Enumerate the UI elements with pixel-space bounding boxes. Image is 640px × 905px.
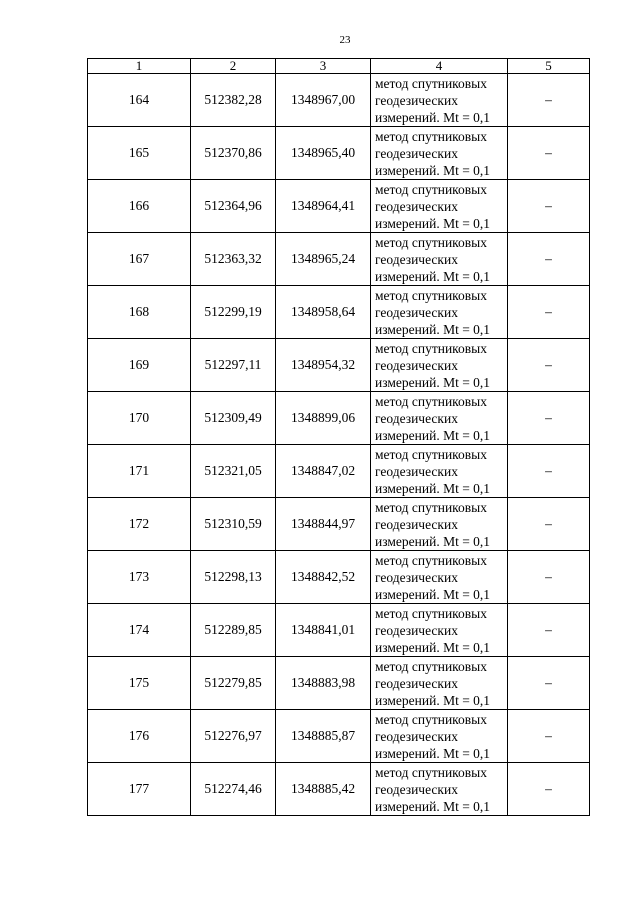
method-cell	[371, 445, 508, 498]
method-text-line: измерений. Mt = 0,1	[375, 692, 491, 708]
point-number-cell: 167	[88, 233, 191, 286]
x-coordinate-cell: 512309,49	[191, 392, 276, 445]
method-text-line: геодезических	[375, 463, 458, 479]
point-number-cell: 171	[88, 445, 191, 498]
note-cell: –	[508, 74, 590, 127]
y-coordinate-cell: 1348842,52	[276, 551, 371, 604]
y-coordinate-cell: 1348885,42	[276, 763, 371, 816]
table-body	[88, 74, 590, 816]
method-text-line: геодезических	[375, 516, 458, 532]
note-cell: –	[508, 392, 590, 445]
method-cell	[371, 657, 508, 710]
y-coordinate-cell: 1348885,87	[276, 710, 371, 763]
method-cell	[371, 74, 508, 127]
method-text-line: измерений. Mt = 0,1	[375, 745, 491, 761]
x-coordinate-cell: 512321,05	[191, 445, 276, 498]
x-coordinate-cell: 512363,32	[191, 233, 276, 286]
x-coordinate-cell: 512310,59	[191, 498, 276, 551]
point-number-cell: 173	[88, 551, 191, 604]
x-coordinate-cell: 512298,13	[191, 551, 276, 604]
table-row	[88, 763, 590, 816]
method-cell	[371, 551, 508, 604]
y-coordinate-cell: 1348967,00	[276, 74, 371, 127]
x-coordinate-cell: 512382,28	[191, 74, 276, 127]
method-text-line: измерений. Mt = 0,1	[375, 109, 491, 125]
method-cell	[371, 180, 508, 233]
y-coordinate-cell: 1348965,40	[276, 127, 371, 180]
method-cell	[371, 710, 508, 763]
method-text-line: метод спутниковых	[375, 393, 487, 409]
point-number-cell: 164	[88, 74, 191, 127]
method-text-line: геодезических	[375, 569, 458, 585]
x-coordinate-cell: 512289,85	[191, 604, 276, 657]
note-cell: –	[508, 286, 590, 339]
method-text-line: метод спутниковых	[375, 181, 487, 197]
header-col-1: 1	[88, 59, 191, 74]
table-row	[88, 498, 590, 551]
table-row	[88, 551, 590, 604]
method-text-line: геодезических	[375, 357, 458, 373]
point-number-cell: 175	[88, 657, 191, 710]
table-row	[88, 392, 590, 445]
method-text-line: метод спутниковых	[375, 340, 487, 356]
method-text-line: геодезических	[375, 622, 458, 638]
point-number-cell: 169	[88, 339, 191, 392]
y-coordinate-cell: 1348965,24	[276, 233, 371, 286]
method-text-line: измерений. Mt = 0,1	[375, 480, 491, 496]
y-coordinate-cell: 1348958,64	[276, 286, 371, 339]
table-header	[88, 59, 590, 74]
note-cell: –	[508, 498, 590, 551]
note-cell: –	[508, 657, 590, 710]
point-number-cell: 168	[88, 286, 191, 339]
note-cell: –	[508, 127, 590, 180]
method-text-line: измерений. Mt = 0,1	[375, 427, 491, 443]
table-row	[88, 604, 590, 657]
point-number-cell: 165	[88, 127, 191, 180]
y-coordinate-cell: 1348954,32	[276, 339, 371, 392]
method-text-line: метод спутниковых	[375, 764, 487, 780]
note-cell: –	[508, 604, 590, 657]
method-text-line: геодезических	[375, 251, 458, 267]
note-cell: –	[508, 551, 590, 604]
header-row	[88, 59, 590, 74]
y-coordinate-cell: 1348899,06	[276, 392, 371, 445]
method-cell	[371, 339, 508, 392]
method-text-line: метод спутниковых	[375, 287, 487, 303]
method-text-line: метод спутниковых	[375, 552, 487, 568]
x-coordinate-cell: 512276,97	[191, 710, 276, 763]
method-cell	[371, 392, 508, 445]
table-row	[88, 339, 590, 392]
point-number-cell: 177	[88, 763, 191, 816]
method-text-line: метод спутниковых	[375, 128, 487, 144]
method-text-line: измерений. Mt = 0,1	[375, 162, 491, 178]
method-cell	[371, 233, 508, 286]
table-row	[88, 180, 590, 233]
method-text-line: измерений. Mt = 0,1	[375, 586, 491, 602]
method-text-line: измерений. Mt = 0,1	[375, 268, 491, 284]
note-cell: –	[508, 445, 590, 498]
note-cell: –	[508, 339, 590, 392]
method-cell	[371, 763, 508, 816]
header-col-3: 3	[276, 59, 371, 74]
method-text-line: геодезических	[375, 728, 458, 744]
method-text-line: геодезических	[375, 92, 458, 108]
x-coordinate-cell: 512274,46	[191, 763, 276, 816]
table-row	[88, 657, 590, 710]
coordinates-table	[87, 58, 590, 816]
method-text-line: геодезических	[375, 675, 458, 691]
method-text-line: измерений. Mt = 0,1	[375, 533, 491, 549]
method-cell	[371, 127, 508, 180]
page-number: 23	[339, 34, 351, 46]
table-row	[88, 233, 590, 286]
y-coordinate-cell: 1348964,41	[276, 180, 371, 233]
point-number-cell: 166	[88, 180, 191, 233]
header-col-5: 5	[508, 59, 590, 74]
y-coordinate-cell: 1348844,97	[276, 498, 371, 551]
x-coordinate-cell: 512297,11	[191, 339, 276, 392]
method-text-line: геодезических	[375, 198, 458, 214]
method-cell	[371, 286, 508, 339]
method-text-line: геодезических	[375, 304, 458, 320]
method-text-line: метод спутниковых	[375, 605, 487, 621]
method-cell	[371, 498, 508, 551]
method-text-line: измерений. Mt = 0,1	[375, 639, 491, 655]
table-row	[88, 445, 590, 498]
y-coordinate-cell: 1348847,02	[276, 445, 371, 498]
note-cell: –	[508, 233, 590, 286]
method-text-line: геодезических	[375, 145, 458, 161]
point-number-cell: 176	[88, 710, 191, 763]
table-row	[88, 127, 590, 180]
method-text-line: метод спутниковых	[375, 499, 487, 515]
method-text-line: метод спутниковых	[375, 711, 487, 727]
point-number-cell: 174	[88, 604, 191, 657]
note-cell: –	[508, 763, 590, 816]
method-text-line: метод спутниковых	[375, 658, 487, 674]
table-row	[88, 74, 590, 127]
note-cell: –	[508, 180, 590, 233]
point-number-cell: 170	[88, 392, 191, 445]
table-row	[88, 286, 590, 339]
note-cell: –	[508, 710, 590, 763]
method-text-line: геодезических	[375, 781, 458, 797]
method-cell	[371, 604, 508, 657]
x-coordinate-cell: 512364,96	[191, 180, 276, 233]
method-text-line: измерений. Mt = 0,1	[375, 374, 491, 390]
header-col-4: 4	[371, 59, 508, 74]
point-number-cell: 172	[88, 498, 191, 551]
method-text-line: метод спутниковых	[375, 446, 487, 462]
method-text-line: метод спутниковых	[375, 75, 487, 91]
method-text-line: измерений. Mt = 0,1	[375, 798, 491, 814]
y-coordinate-cell: 1348883,98	[276, 657, 371, 710]
header-col-2: 2	[191, 59, 276, 74]
x-coordinate-cell: 512299,19	[191, 286, 276, 339]
y-coordinate-cell: 1348841,01	[276, 604, 371, 657]
method-text-line: измерений. Mt = 0,1	[375, 215, 491, 231]
method-text-line: геодезических	[375, 410, 458, 426]
x-coordinate-cell: 512279,85	[191, 657, 276, 710]
x-coordinate-cell: 512370,86	[191, 127, 276, 180]
method-text-line: измерений. Mt = 0,1	[375, 321, 491, 337]
method-text-line: метод спутниковых	[375, 234, 487, 250]
table-row	[88, 710, 590, 763]
